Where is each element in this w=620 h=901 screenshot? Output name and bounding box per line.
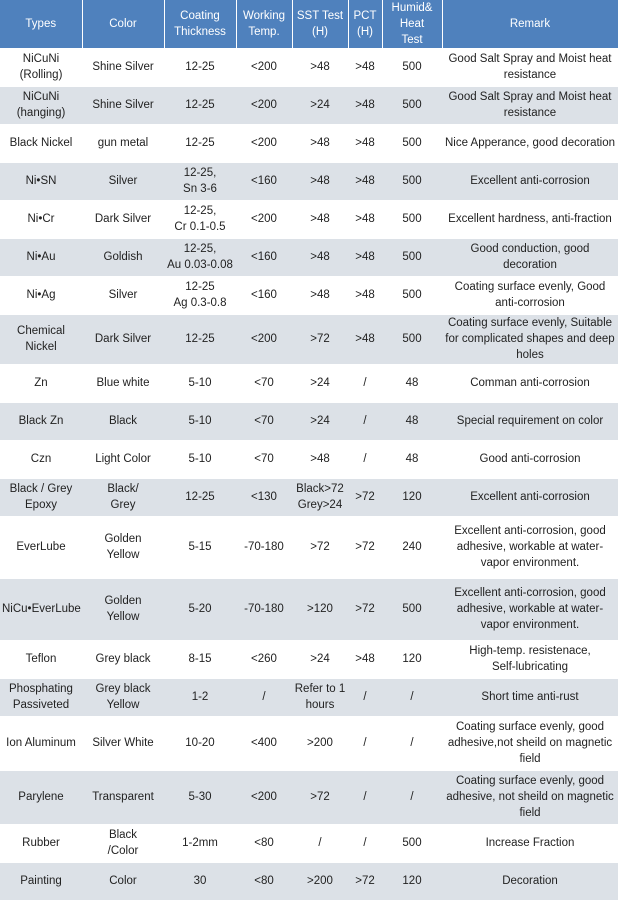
cell-thickness: 12-25: [164, 124, 236, 162]
cell-working-temp: <200: [236, 124, 292, 162]
cell-pct: >72: [348, 578, 382, 640]
cell-thickness: 12-25, Au 0.03-0.08: [164, 238, 236, 276]
cell-sst: >48: [292, 200, 348, 238]
cell-remark: Excellent anti-corrosion, good adhesive, workable at water- vapor environment.: [442, 516, 618, 578]
cell-thickness: 5-30: [164, 770, 236, 824]
cell-working-temp: <160: [236, 162, 292, 200]
cell-color: Golden Yellow: [82, 516, 164, 578]
cell-color: Golden Yellow: [82, 578, 164, 640]
cell-type: EverLube: [0, 516, 82, 578]
table-row: [0, 200, 618, 238]
cell-pct: /: [348, 824, 382, 862]
cell-sst: >200: [292, 862, 348, 900]
cell-remark: Excellent anti-corrosion: [442, 162, 618, 200]
cell-thickness: 10-20: [164, 716, 236, 770]
cell-working-temp: <70: [236, 440, 292, 478]
table-row: [0, 478, 618, 516]
cell-sst: >24: [292, 364, 348, 402]
cell-sst: >48: [292, 48, 348, 86]
cell-working-temp: /: [236, 678, 292, 716]
cell-working-temp: <200: [236, 200, 292, 238]
cell-type: Ion Aluminum: [0, 716, 82, 770]
cell-working-temp: <160: [236, 276, 292, 314]
cell-type: NiCuNi (hanging): [0, 86, 82, 124]
cell-thickness: 30: [164, 862, 236, 900]
cell-working-temp: -70-180: [236, 578, 292, 640]
cell-remark: Coating surface evenly, Suitable for complicated shapes and deep holes: [442, 314, 618, 364]
cell-pct: /: [348, 402, 382, 440]
cell-pct: >48: [348, 200, 382, 238]
cell-humid-heat: 500: [382, 578, 442, 640]
cell-sst: >72: [292, 314, 348, 364]
cell-thickness: 5-15: [164, 516, 236, 578]
cell-color: Grey black Yellow: [82, 678, 164, 716]
cell-color: Transparent: [82, 770, 164, 824]
table-row: [0, 678, 618, 716]
cell-thickness: 1-2mm: [164, 824, 236, 862]
cell-pct: /: [348, 770, 382, 824]
cell-type: Black / Grey Epoxy: [0, 478, 82, 516]
cell-remark: Special requirement on color: [442, 402, 618, 440]
cell-thickness: 5-20: [164, 578, 236, 640]
table-row: [0, 824, 618, 862]
header-sst-test: SST Test (H): [292, 0, 348, 48]
cell-pct: >48: [348, 314, 382, 364]
table-row: [0, 516, 618, 578]
cell-thickness: 5-10: [164, 402, 236, 440]
cell-thickness: 5-10: [164, 364, 236, 402]
cell-humid-heat: /: [382, 716, 442, 770]
cell-sst: Black>72 Grey>24: [292, 478, 348, 516]
cell-color: Color: [82, 862, 164, 900]
table-row: [0, 314, 618, 364]
cell-type: Rubber: [0, 824, 82, 862]
cell-humid-heat: 500: [382, 824, 442, 862]
cell-humid-heat: 500: [382, 124, 442, 162]
cell-remark: Excellent hardness, anti-fraction: [442, 200, 618, 238]
cell-working-temp: <80: [236, 824, 292, 862]
header-humid-heat-test: Humid& Heat Test: [382, 0, 442, 48]
cell-pct: >48: [348, 48, 382, 86]
cell-pct: /: [348, 678, 382, 716]
cell-thickness: 12-25: [164, 314, 236, 364]
cell-humid-heat: 500: [382, 314, 442, 364]
cell-sst: >72: [292, 770, 348, 824]
cell-pct: >72: [348, 516, 382, 578]
cell-humid-heat: 500: [382, 48, 442, 86]
cell-type: Zn: [0, 364, 82, 402]
cell-remark: Good Salt Spray and Moist heat resistance: [442, 86, 618, 124]
cell-type: Black Nickel: [0, 124, 82, 162]
cell-humid-heat: /: [382, 770, 442, 824]
header-working-temp: Working Temp.: [236, 0, 292, 48]
cell-color: Shine Silver: [82, 86, 164, 124]
cell-remark: High-temp. resistenace, Self-lubricating: [442, 640, 618, 678]
cell-thickness: 12-25: [164, 48, 236, 86]
cell-sst: >48: [292, 162, 348, 200]
cell-type: Ni•SN: [0, 162, 82, 200]
table-row: [0, 578, 618, 640]
cell-thickness: 12-25, Cr 0.1-0.5: [164, 200, 236, 238]
table-row: [0, 124, 618, 162]
header-row: [0, 0, 618, 48]
cell-working-temp: <160: [236, 238, 292, 276]
cell-thickness: 12-25: [164, 86, 236, 124]
cell-color: Black /Color: [82, 824, 164, 862]
cell-type: Painting: [0, 862, 82, 900]
cell-color: Dark Silver: [82, 200, 164, 238]
table-row: [0, 276, 618, 314]
cell-humid-heat: /: [382, 678, 442, 716]
cell-pct: >48: [348, 86, 382, 124]
cell-type: NiCu•EverLube: [0, 578, 82, 640]
cell-working-temp: <130: [236, 478, 292, 516]
cell-remark: Comman anti-corrosion: [442, 364, 618, 402]
cell-pct: /: [348, 364, 382, 402]
cell-remark: Short time anti-rust: [442, 678, 618, 716]
cell-working-temp: <70: [236, 402, 292, 440]
cell-type: Chemical Nickel: [0, 314, 82, 364]
header-coating-thickness: Coating Thickness: [164, 0, 236, 48]
table-row: [0, 640, 618, 678]
cell-working-temp: <80: [236, 862, 292, 900]
cell-color: Black/ Grey: [82, 478, 164, 516]
cell-sst: >120: [292, 578, 348, 640]
cell-color: Shine Silver: [82, 48, 164, 86]
cell-working-temp: <200: [236, 86, 292, 124]
cell-sst: >48: [292, 276, 348, 314]
table-row: [0, 862, 618, 900]
cell-pct: >72: [348, 862, 382, 900]
cell-humid-heat: 500: [382, 238, 442, 276]
cell-pct: >48: [348, 276, 382, 314]
cell-humid-heat: 48: [382, 402, 442, 440]
cell-pct: >48: [348, 124, 382, 162]
cell-pct: >48: [348, 238, 382, 276]
cell-working-temp: <260: [236, 640, 292, 678]
cell-thickness: 12-25: [164, 478, 236, 516]
cell-pct: >72: [348, 478, 382, 516]
header-remark: Remark: [442, 0, 618, 48]
cell-remark: Good Salt Spray and Moist heat resistance: [442, 48, 618, 86]
cell-remark: Nice Apperance, good decoration: [442, 124, 618, 162]
cell-sst: >200: [292, 716, 348, 770]
cell-remark: Coating surface evenly, good adhesive,not sheild on magnetic field: [442, 716, 618, 770]
table-row: [0, 402, 618, 440]
cell-remark: Coating surface evenly, good adhesive, not sheild on magnetic field: [442, 770, 618, 824]
cell-sst: >48: [292, 124, 348, 162]
cell-remark: Good anti-corrosion: [442, 440, 618, 478]
cell-type: Ni•Ag: [0, 276, 82, 314]
cell-type: Phosphating Passiveted: [0, 678, 82, 716]
cell-thickness: 8-15: [164, 640, 236, 678]
cell-type: Parylene: [0, 770, 82, 824]
cell-pct: /: [348, 716, 382, 770]
cell-color: Silver White: [82, 716, 164, 770]
header-pct: PCT (H): [348, 0, 382, 48]
cell-type: Black Zn: [0, 402, 82, 440]
cell-thickness: 12-25 Ag 0.3-0.8: [164, 276, 236, 314]
cell-color: Silver: [82, 276, 164, 314]
cell-humid-heat: 120: [382, 478, 442, 516]
cell-remark: Excellent anti-corrosion, good adhesive, workable at water- vapor environment.: [442, 578, 618, 640]
cell-humid-heat: 500: [382, 200, 442, 238]
cell-color: Silver: [82, 162, 164, 200]
cell-thickness: 1-2: [164, 678, 236, 716]
header-color: Color: [82, 0, 164, 48]
cell-sst: >24: [292, 86, 348, 124]
cell-humid-heat: 120: [382, 640, 442, 678]
cell-type: NiCuNi (Rolling): [0, 48, 82, 86]
cell-humid-heat: 240: [382, 516, 442, 578]
cell-color: Blue white: [82, 364, 164, 402]
cell-sst: >24: [292, 402, 348, 440]
cell-humid-heat: 500: [382, 86, 442, 124]
cell-color: Light Color: [82, 440, 164, 478]
cell-pct: >48: [348, 640, 382, 678]
cell-remark: Increase Fraction: [442, 824, 618, 862]
cell-color: Black: [82, 402, 164, 440]
cell-working-temp: -70-180: [236, 516, 292, 578]
cell-sst: >48: [292, 440, 348, 478]
cell-type: Teflon: [0, 640, 82, 678]
cell-sst: >24: [292, 640, 348, 678]
table-row: [0, 162, 618, 200]
cell-humid-heat: 500: [382, 276, 442, 314]
cell-type: Czn: [0, 440, 82, 478]
table-row: [0, 770, 618, 824]
cell-color: Goldish: [82, 238, 164, 276]
cell-color: gun metal: [82, 124, 164, 162]
cell-pct: >48: [348, 162, 382, 200]
table-row: [0, 716, 618, 770]
table-row: [0, 238, 618, 276]
table-row: [0, 48, 618, 86]
table-row: [0, 364, 618, 402]
cell-remark: Good conduction, good decoration: [442, 238, 618, 276]
cell-humid-heat: 48: [382, 440, 442, 478]
cell-sst: >72: [292, 516, 348, 578]
cell-sst: /: [292, 824, 348, 862]
cell-type: Ni•Au: [0, 238, 82, 276]
cell-pct: /: [348, 440, 382, 478]
cell-color: Grey black: [82, 640, 164, 678]
cell-working-temp: <200: [236, 770, 292, 824]
cell-humid-heat: 500: [382, 162, 442, 200]
cell-working-temp: <70: [236, 364, 292, 402]
cell-thickness: 12-25, Sn 3-6: [164, 162, 236, 200]
cell-remark: Decoration: [442, 862, 618, 900]
cell-working-temp: <200: [236, 314, 292, 364]
cell-remark: Coating surface evenly, Good anti-corrosion: [442, 276, 618, 314]
cell-humid-heat: 120: [382, 862, 442, 900]
header-types: Types: [0, 0, 82, 48]
cell-type: Ni•Cr: [0, 200, 82, 238]
cell-working-temp: <400: [236, 716, 292, 770]
cell-remark: Excellent anti-corrosion: [442, 478, 618, 516]
cell-color: Dark Silver: [82, 314, 164, 364]
cell-thickness: 5-10: [164, 440, 236, 478]
cell-sst: Refer to 1 hours: [292, 678, 348, 716]
table-row: [0, 86, 618, 124]
cell-working-temp: <200: [236, 48, 292, 86]
table-row: [0, 440, 618, 478]
cell-sst: >48: [292, 238, 348, 276]
cell-humid-heat: 48: [382, 364, 442, 402]
